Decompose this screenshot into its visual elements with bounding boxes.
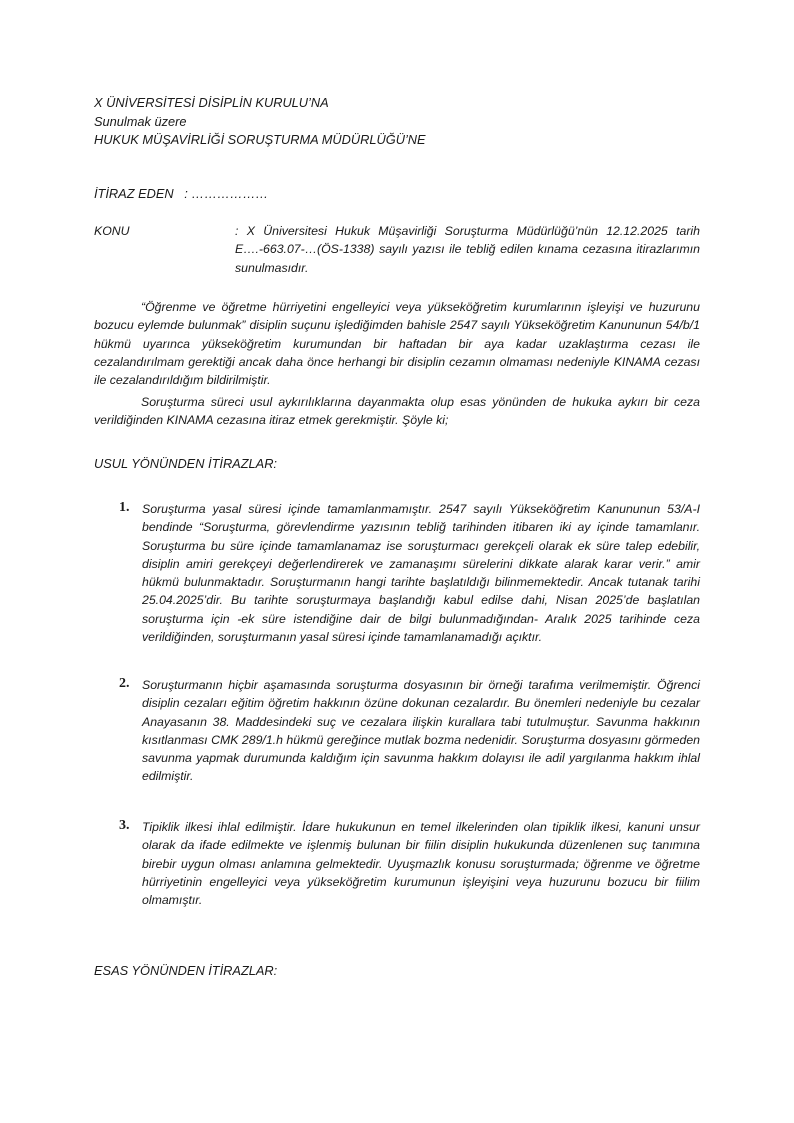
addressee-line-2: Sunulmak üzere: [94, 113, 187, 129]
addressee-block: [94, 94, 426, 150]
objection-number: 3.: [119, 818, 130, 833]
objection-text: Soruşturmanın hiçbir aşamasında soruşturma dosyasının bir örneği tarafıma verilmemiştir. Öğrenci disiplin cezaları eğitim öğretim hakkının özüne dokunan cezalardır. Bu önemleri nedeniyle bu cezalar Anayasanın 38. Maddesindeki suç ve cezalara ilişkin kurallara tabi tutulmuştur. Savunma hakkının kısıtlanması CMK 289/1.h hükmü gereğince mutlak bozma nedenidir. Soruşturma dosyasını görmeden savunma yapmak durumunda kaldığım için savunma hakkım dolayısı ile adil yargılanma hakkım ihlal edilmiştir.: [142, 678, 700, 784]
objection-number: 1.: [119, 500, 130, 515]
objection-text: Tipiklik ilkesi ihlal edilmiştir. İdare hukukunun en temel ilkelerinden olan tipiklik ilkesi, kanuni unsur olarak da ifade edilmekte ve işlenmiş bulunan bir fiilin disiplin hukukunda düzenlenen suç tanımına birebir uygun olması anlamına gelmektedir. Uyuşmazlık konusu soruşturmada; öğrenme ve öğretme hürriyetinin engelleyici veya yükseköğretim kurumunun işleyişini veya huzurunu bozucu bir fiilim olmamıştır.: [142, 820, 700, 908]
objection-text: Soruşturma yasal süresi içinde tamamlanmamıştır. 2547 sayılı Yükseköğretim Kanununun 53/A-I bendinde “Soruşturma, görevlendirme yazısının tebliğ tarihinden itibaren iki ay içinde tamamlanır. Soruşturma bu süre içinde tamamlanamaz ise soruşturmacı gerekçeli olarak ek süre talep edebilir, disiplin amiri gerekçeyi değerlendirerek ve zamanaşımı sürelerini dikkate alarak karar verir.” amir hükmü bulunmaktadır. Soruşturmanın hangi tarihte başlatıldığı bilinmemektedir. Ancak tutanak tarihi 25.04.2025’dir. Bu tarihte soruşturmaya başlandığı kabul edilse dahi, Nisan 2025’de başlatılan soruşturma için -ek süre istendiğine dair de bilgi bulunmadığından- Aralık 2025 tarihinde ceza verildiğinden, soruşturmanın yasal süresi içinde tamamlanamadığı açıktır.: [142, 502, 700, 645]
addressee-line-1: X ÜNİVERSİTESİ DİSİPLİN KURULU’NA: [94, 95, 329, 110]
procedural-objections-heading: USUL YÖNÜNDEN İTİRAZLAR:: [94, 456, 277, 471]
intro-paragraph-1: “Öğrenme ve öğretme hürriyetini engelleyici veya yükseköğretim kurumlarının işleyişi ve huzurunu bozucu eylemde bulunmak” disiplin suçunu işlediğimden bahisle 2547 sayılı Yükseköğretim Kanununun 54/b/1 hükmü uyarınca yükseköğretim kurumundan bir haftadan bir aya kadar uzaklaştırma cezası ile cezalandırılmam gerektiği ancak daha önce herhangi bir disiplin cezamın olmaması nedeniyle KINAMA cezası ile cezalandırıldığım bildirilmiştir.: [94, 300, 700, 388]
objection-number: 2.: [119, 676, 130, 691]
subject-text: : X Üniversitesi Hukuk Müşavirliği Soruşturma Müdürlüğü’nün 12.12.2025 tarih E….-663.07-…(ÖS-1338) sayılı yazısı ile tebliğ edilen kınama cezasına itirazlarımın sunulmasıdır.: [235, 224, 700, 275]
substantive-objections-heading: ESAS YÖNÜNDEN İTİRAZLAR:: [94, 963, 278, 978]
objector-line: İTİRAZ EDEN : ………………: [94, 186, 269, 201]
intro-paragraph-2: Soruşturma süreci usul aykırılıklarına dayanmakta olup esas yönünden de hukuka aykırı bir ceza verildiğinden KINAMA cezasına itiraz etmek gerekmiştir. Şöyle ki;: [94, 395, 700, 428]
addressee-line-3: HUKUK MÜŞAVİRLİĞİ SORUŞTURMA MÜDÜRLÜĞÜ’NE: [94, 132, 426, 147]
subject-label: KONU: [94, 224, 130, 238]
